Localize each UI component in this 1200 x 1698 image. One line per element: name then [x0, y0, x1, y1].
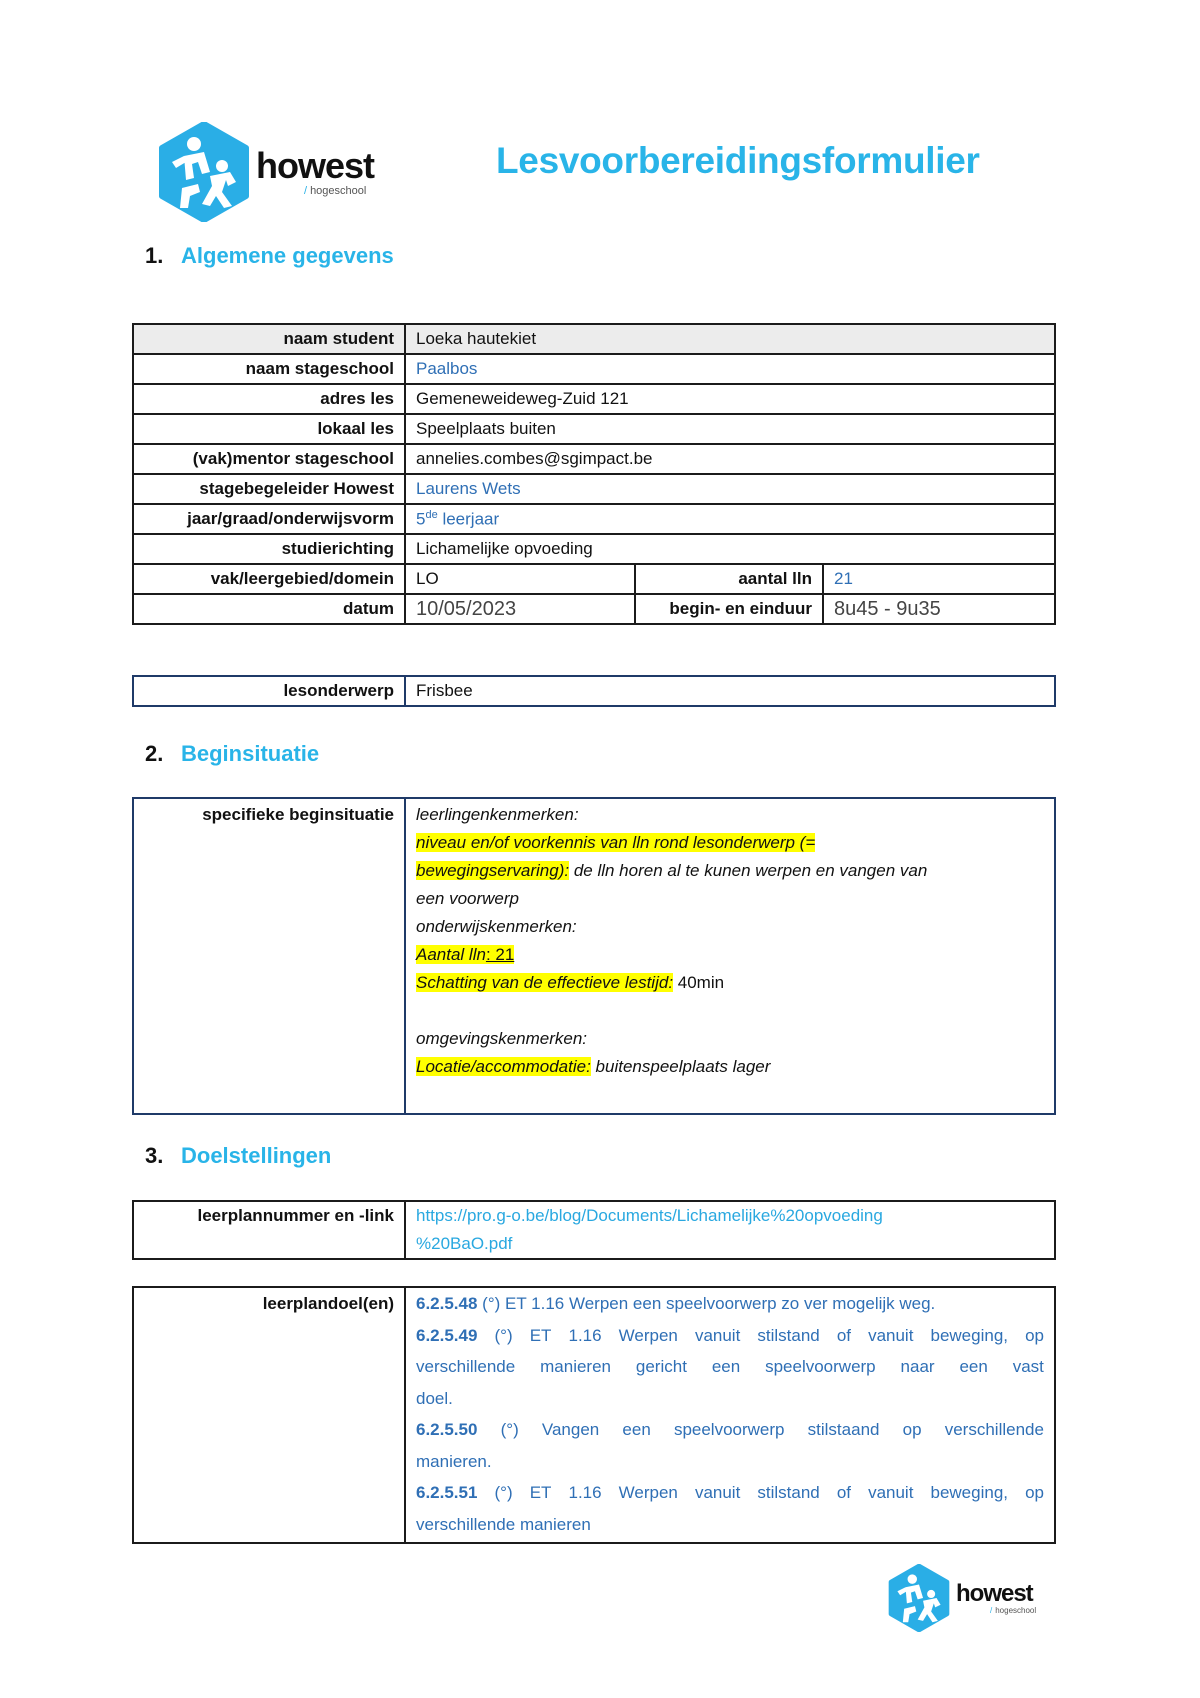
highlighted-text: niveau en/of voorkennis van lln rond lesonderwerp (= — [416, 833, 816, 852]
empty-line — [416, 997, 1044, 1025]
table-row — [133, 594, 1055, 624]
table-row — [133, 444, 1055, 474]
field-label: vak/leergebied/domein — [133, 564, 405, 594]
goal-word: ET — [529, 1483, 552, 1502]
goal-word: manieren — [540, 1357, 611, 1376]
goal-word: vanuit — [868, 1483, 914, 1502]
goal-code: 6.2.5.49 — [416, 1325, 478, 1345]
goal-word: een — [959, 1357, 988, 1376]
field-value-vak[interactable]: LO — [405, 564, 635, 594]
table-row — [133, 504, 1055, 534]
beginsituatie-table — [132, 797, 1056, 1115]
goal-word: of — [836, 1483, 851, 1502]
field-value-jaar[interactable] — [405, 504, 1055, 534]
goal-code: 6.2.5.50 — [416, 1420, 478, 1439]
jaar-rest: leerjaar — [437, 509, 500, 529]
goal-word: of — [836, 1325, 851, 1345]
text-segment: de lln horen al te kunen werpen en vangen van — [569, 861, 928, 880]
jaar-suffix: de — [425, 508, 438, 521]
goal-word: vanuit — [694, 1325, 741, 1345]
field-label: specifieke beginsituatie — [133, 798, 405, 1114]
goal-word: gericht — [635, 1357, 687, 1376]
field-value-lokaal[interactable]: Speelplaats buiten — [405, 414, 1055, 444]
table-row — [133, 384, 1055, 414]
section-heading-beginsituatie — [145, 741, 319, 767]
field-label: stagebegeleider Howest — [133, 474, 405, 504]
field-value-uur[interactable]: 8u45 - 9u35 — [823, 594, 1055, 624]
field-label: datum — [133, 594, 405, 624]
table-row — [133, 354, 1055, 384]
link-line: %20BaO.pdf — [416, 1234, 513, 1253]
leerplandoelen-table — [132, 1286, 1056, 1544]
section-title: Algemene gegevens — [181, 243, 394, 268]
section-number: 1. — [145, 243, 164, 268]
section-title: Doelstellingen — [181, 1143, 332, 1168]
goal-word: beweging, — [930, 1483, 1009, 1502]
section-number: 2. — [145, 741, 164, 766]
goal-code: 6.2.5.48 — [416, 1294, 478, 1313]
field-value-aantal-lln[interactable]: 21 — [823, 564, 1055, 594]
field-value-beginsituatie[interactable] — [405, 798, 1055, 1114]
algemene-gegevens-table — [132, 323, 1056, 625]
field-value-mentor[interactable]: annelies.combes@sgimpact.be — [405, 444, 1055, 474]
field-value-lesonderwerp[interactable]: Frisbee — [405, 676, 1055, 706]
goal-text: doel. — [416, 1388, 453, 1408]
goal-word: stilstaand — [807, 1420, 880, 1439]
goal-text: manieren. — [416, 1451, 492, 1471]
field-label: leerplannummer en -link — [133, 1201, 405, 1259]
howest-footer-logo — [888, 1564, 1036, 1632]
field-label: leerplandoel(en) — [133, 1287, 405, 1543]
link-line: https://pro.g-o.be/blog/Documents/Lichamelijke%20opvoeding — [416, 1206, 883, 1225]
goal-word: naar — [900, 1357, 935, 1376]
goal-word: op — [1025, 1483, 1044, 1502]
jaar-number: 5 — [416, 509, 426, 529]
text-line: een voorwerp — [416, 889, 520, 908]
field-value-stagebegeleider[interactable]: Laurens Wets — [405, 474, 1055, 504]
field-label: jaar/graad/onderwijsvorm — [133, 504, 405, 534]
field-label: studierichting — [133, 534, 405, 564]
goal-word: (°) — [500, 1420, 519, 1439]
field-label: begin- en einduur — [635, 594, 823, 624]
goal-word: vast — [1012, 1357, 1044, 1376]
field-label: naam stageschool — [133, 354, 405, 384]
goal-word: vanuit — [868, 1325, 914, 1345]
goal-word: speelvoorwerp — [673, 1420, 785, 1439]
table-row — [133, 414, 1055, 444]
goal-word: verschillende — [416, 1357, 516, 1376]
table-row — [133, 474, 1055, 504]
table-row — [133, 1287, 1055, 1543]
howest-hexagon-icon — [888, 1564, 950, 1632]
goal-word: vanuit — [694, 1483, 741, 1502]
goal-word: stilstand — [757, 1325, 820, 1345]
text-line: onderwijskenmerken: — [416, 917, 577, 936]
field-label: naam student — [133, 324, 405, 354]
section-heading-algemene — [145, 243, 394, 269]
goal-code: 6.2.5.51 — [416, 1483, 478, 1502]
goal-word: 1.16 — [568, 1483, 602, 1502]
field-label: adres les — [133, 384, 405, 414]
field-value-datum[interactable]: 10/05/2023 — [405, 594, 635, 624]
leerplan-link-table — [132, 1200, 1056, 1260]
table-row — [133, 798, 1055, 1114]
slash-glyph: / — [304, 184, 308, 197]
goal-word: op — [902, 1420, 922, 1439]
goal-word: beweging, — [930, 1325, 1009, 1345]
logo-brand: howest — [956, 1579, 1033, 1607]
goal-word: op — [1025, 1325, 1044, 1345]
logo-sub: hogeschool — [995, 1605, 1037, 1615]
field-value-adres[interactable]: Gemeneweideweg-Zuid 121 — [405, 384, 1055, 414]
goal-text: (°) ET 1.16 Werpen een speelvoorwerp zo ver mogelijk weg. — [477, 1294, 936, 1313]
lesonderwerp-table — [132, 675, 1056, 707]
table-row — [133, 1201, 1055, 1259]
section-number: 3. — [145, 1143, 164, 1168]
logo-sub: hogeschool — [310, 184, 367, 197]
goal-word: 1.16 — [568, 1325, 602, 1345]
table-row — [133, 676, 1055, 706]
text-segment: 40min — [673, 973, 725, 992]
table-row — [133, 534, 1055, 564]
goal-word: (°) — [494, 1483, 513, 1502]
table-row — [133, 324, 1055, 354]
field-label: lokaal les — [133, 414, 405, 444]
table-row — [133, 564, 1055, 594]
highlighted-text: bewegingservaring): — [416, 861, 570, 880]
text-line: omgevingskenmerken: — [416, 1029, 588, 1048]
goal-word: verschillende — [944, 1420, 1044, 1439]
section-heading-doelstellingen — [145, 1143, 331, 1169]
logo-brand: howest — [256, 144, 375, 186]
slash-glyph: / — [990, 1605, 993, 1615]
field-label: (vak)mentor stageschool — [133, 444, 405, 474]
goal-word: speelvoorwerp — [765, 1357, 876, 1376]
field-value-naam-student[interactable]: Loeka hautekiet — [405, 324, 1055, 354]
goal-text: verschillende manieren — [416, 1514, 591, 1534]
highlighted-text: Aantal lln — [416, 945, 486, 964]
howest-logo — [158, 122, 374, 222]
highlighted-value: : 21 — [485, 945, 515, 964]
field-label: aantal lln — [635, 564, 823, 594]
goal-word: ET — [529, 1325, 552, 1345]
goal-word: Werpen — [618, 1483, 678, 1502]
goal-word: stilstand — [757, 1483, 820, 1502]
field-value-leerplandoelen[interactable] — [405, 1287, 1055, 1543]
field-value-stageschool[interactable]: Paalbos — [405, 354, 1055, 384]
text-segment: buitenspeelplaats lager — [590, 1057, 771, 1076]
howest-hexagon-icon — [158, 122, 250, 222]
text-line: leerlingenkenmerken: — [416, 805, 579, 824]
document-title: Lesvoorbereidingsformulier — [496, 140, 980, 181]
goal-word: (°) — [494, 1325, 513, 1345]
highlighted-text: Schatting van de effectieve lestijd: — [416, 973, 674, 992]
goal-word: een — [622, 1420, 651, 1439]
leerplan-link[interactable] — [405, 1201, 1055, 1259]
field-value-studierichting[interactable]: Lichamelijke opvoeding — [405, 534, 1055, 564]
goal-word: Werpen — [618, 1325, 678, 1345]
goal-word: een — [711, 1357, 741, 1376]
field-label: lesonderwerp — [133, 676, 405, 706]
section-title: Beginsituatie — [181, 741, 320, 766]
highlighted-text: Locatie/accommodatie: — [416, 1057, 591, 1076]
goal-word: Vangen — [541, 1420, 600, 1439]
